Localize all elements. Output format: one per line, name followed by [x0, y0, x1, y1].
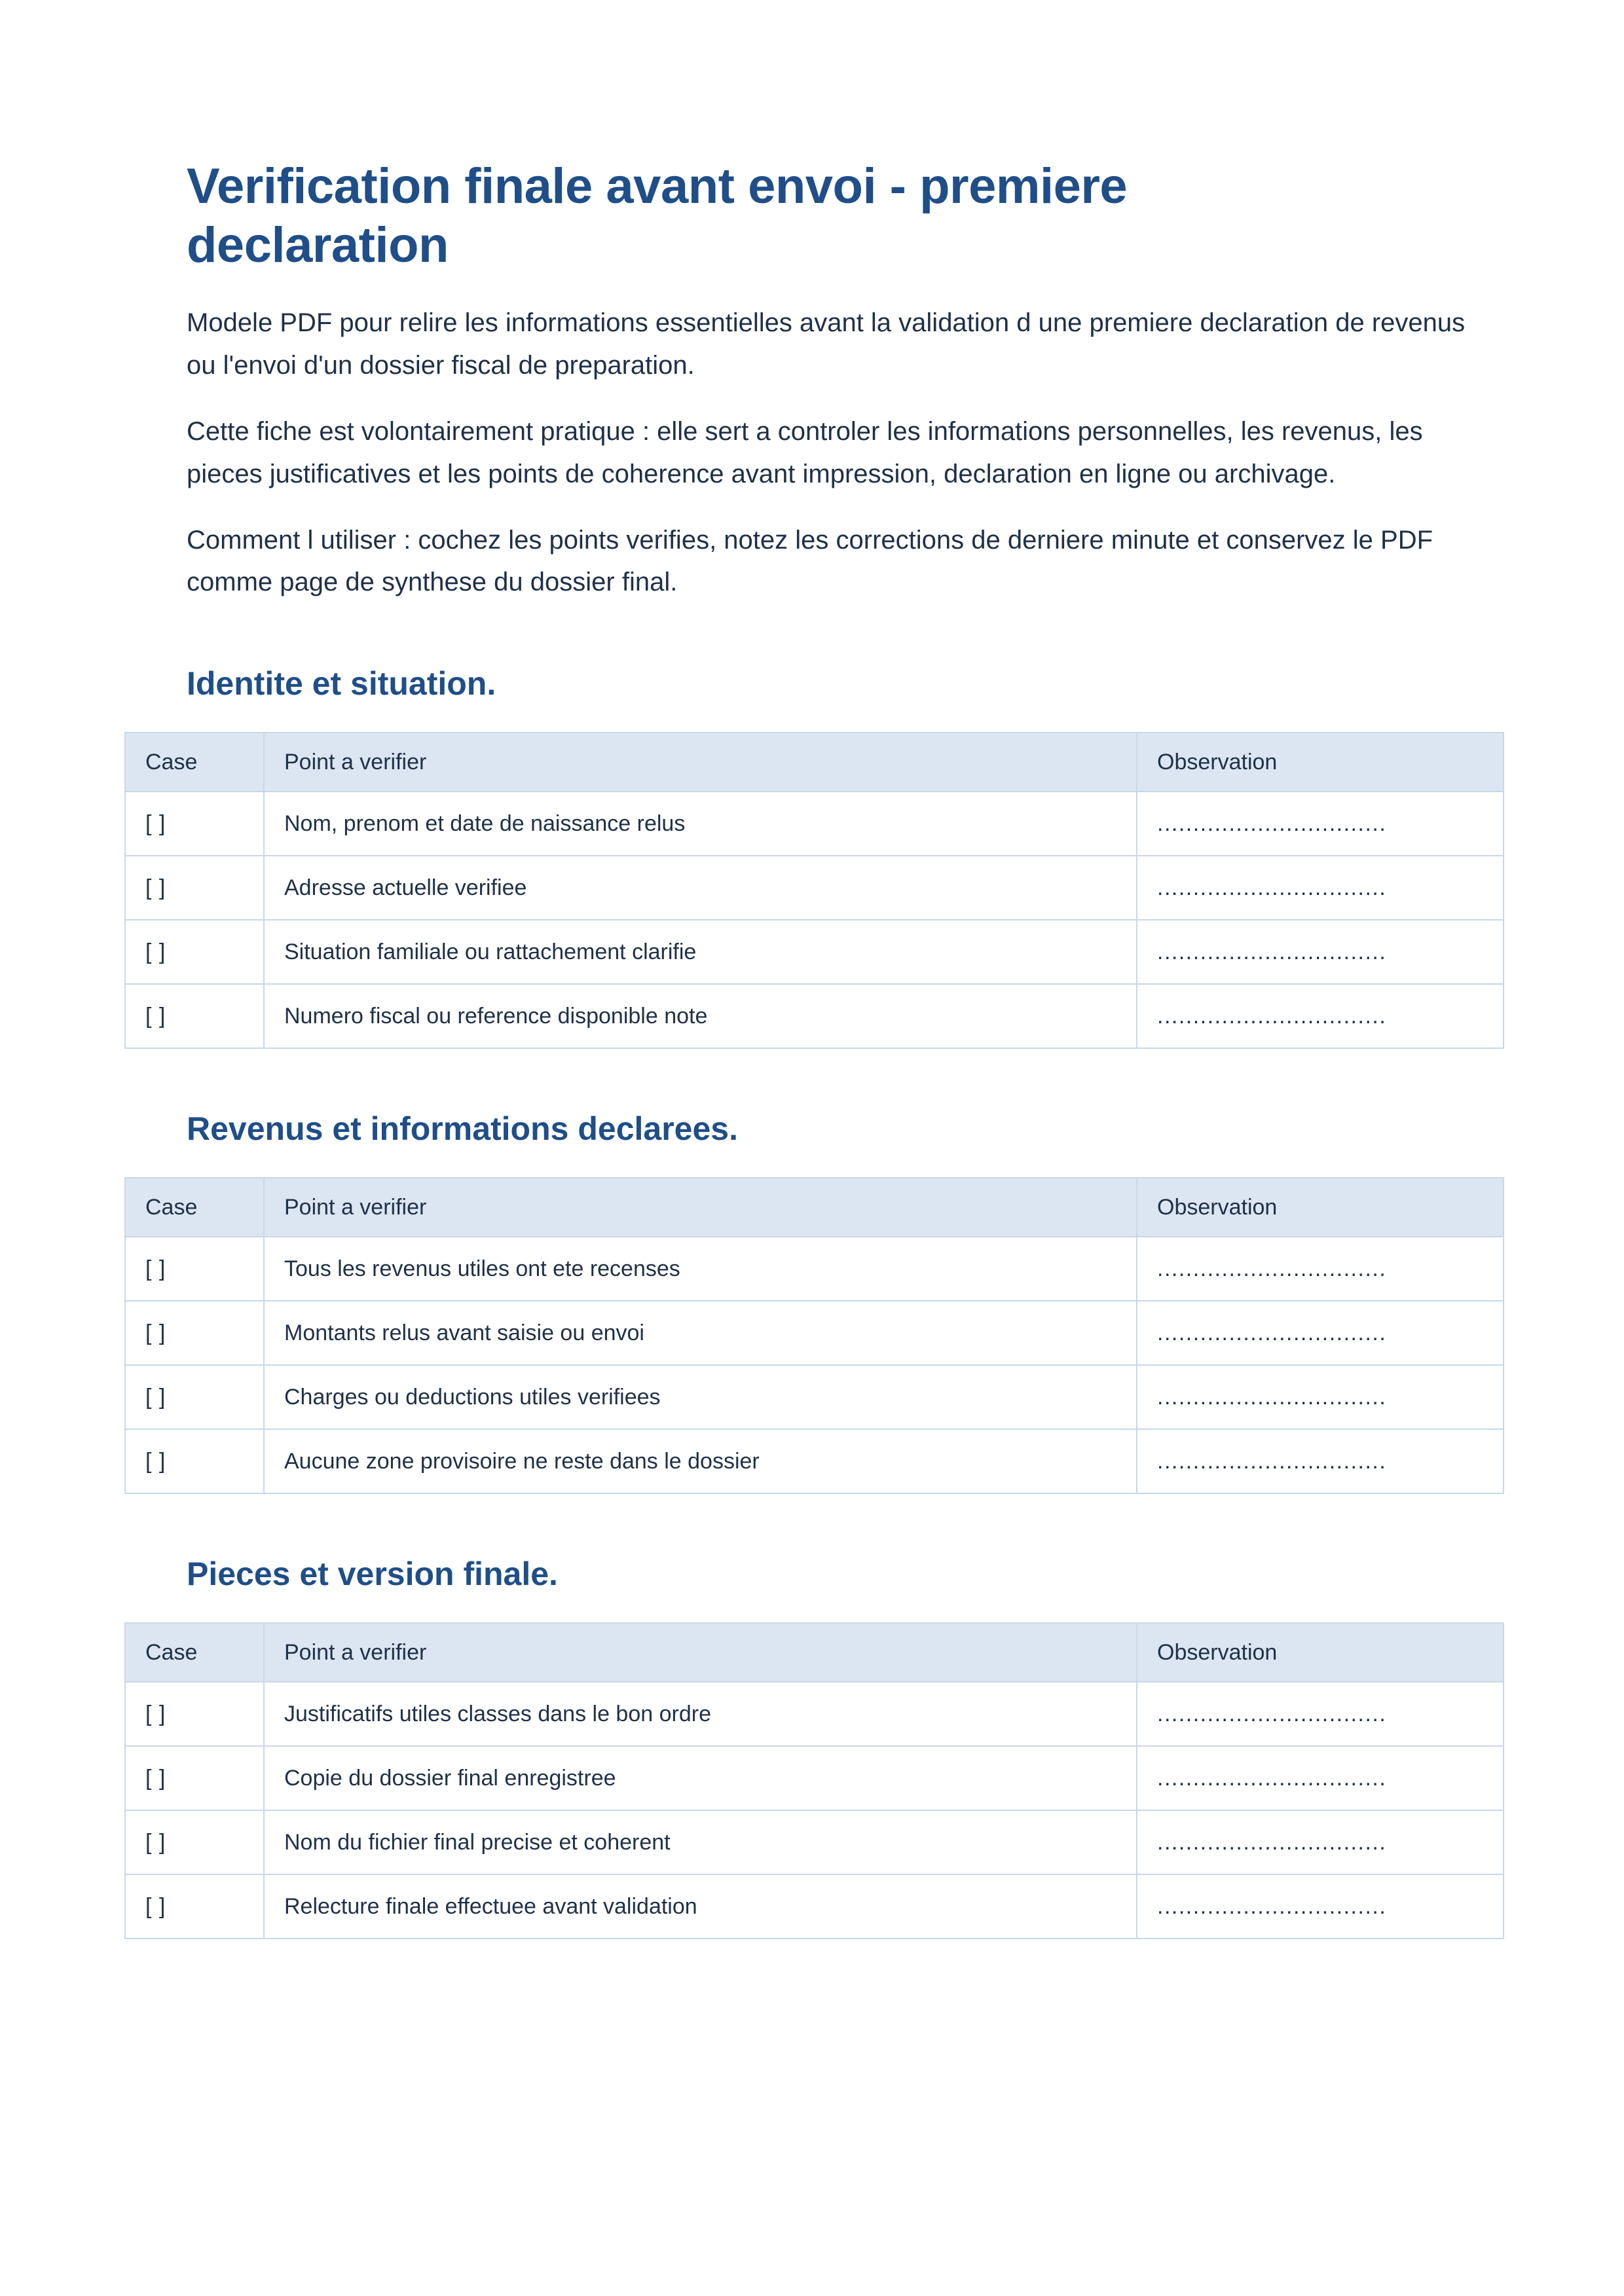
table-row	[125, 984, 1504, 1048]
checkbox-cell[interactable]: [ ]	[125, 920, 264, 984]
observation-cell[interactable]: ................................	[1137, 1682, 1504, 1746]
checkbox-cell[interactable]: [ ]	[125, 1746, 264, 1810]
checkbox-cell[interactable]: [ ]	[125, 1874, 264, 1939]
table-row	[125, 1810, 1504, 1874]
section-heading: Revenus et informations declarees.	[187, 1110, 738, 1148]
column-header-case: Case	[125, 1178, 264, 1237]
checkbox-cell[interactable]: [ ]	[125, 1301, 264, 1365]
table-header-row	[125, 1623, 1504, 1682]
observation-cell[interactable]: ................................	[1137, 1237, 1504, 1301]
column-header-observation: Observation	[1137, 1178, 1504, 1237]
column-header-case: Case	[125, 733, 264, 792]
table-header-row	[125, 1178, 1504, 1237]
point-cell: Justificatifs utiles classes dans le bon ordre	[264, 1682, 1137, 1746]
observation-cell[interactable]: ................................	[1137, 920, 1504, 984]
point-cell: Adresse actuelle verifiee	[264, 856, 1137, 920]
table-row	[125, 1429, 1504, 1493]
table-row	[125, 1874, 1504, 1939]
table-row	[125, 792, 1504, 856]
intro-block	[187, 302, 1500, 604]
checkbox-cell[interactable]: [ ]	[125, 1365, 264, 1429]
column-header-point: Point a verifier	[264, 1178, 1137, 1237]
observation-cell[interactable]: ................................	[1137, 1429, 1504, 1493]
column-header-point: Point a verifier	[264, 733, 1137, 792]
intro-paragraph-2: Cette fiche est volontairement pratique : elle sert a controler les informations personnelles, les revenus, les pieces justificatives et les points de coherence avant impression, declaration en ligne ou archivage.	[187, 416, 1423, 488]
checkbox-cell[interactable]: [ ]	[125, 984, 264, 1048]
point-cell: Aucune zone provisoire ne reste dans le dossier	[264, 1429, 1137, 1493]
column-header-point: Point a verifier	[264, 1623, 1137, 1682]
intro-paragraph-3: Comment l utiliser : cochez les points verifies, notez les corrections de derniere minute et conservez le PDF comme page de synthese du dossier final.	[187, 525, 1433, 597]
table-row	[125, 1301, 1504, 1365]
point-cell: Numero fiscal ou reference disponible note	[264, 984, 1137, 1048]
observation-cell[interactable]: ................................	[1137, 1365, 1504, 1429]
observation-cell[interactable]: ................................	[1137, 792, 1504, 856]
point-cell: Relecture finale effectuee avant validation	[264, 1874, 1137, 1939]
table-row	[125, 1237, 1504, 1301]
table-row	[125, 920, 1504, 984]
point-cell: Situation familiale ou rattachement clarifie	[264, 920, 1137, 984]
section-heading: Pieces et version finale.	[187, 1556, 558, 1593]
observation-cell[interactable]: ................................	[1137, 1301, 1504, 1365]
checkbox-cell[interactable]: [ ]	[125, 1429, 264, 1493]
point-cell: Charges ou deductions utiles verifiees	[264, 1365, 1137, 1429]
table-header-row	[125, 733, 1504, 792]
table-row	[125, 1682, 1504, 1746]
column-header-observation: Observation	[1137, 733, 1504, 792]
intro-paragraph-1: Modele PDF pour relire les informations essentielles avant la validation d une premiere declaration de revenus ou l'envoi d'un dossier fiscal de preparation.	[187, 308, 1466, 380]
page-title: Verification finale avant envoi - premiere declaration	[187, 158, 1128, 273]
point-cell: Montants relus avant saisie ou envoi	[264, 1301, 1137, 1365]
table-row	[125, 1365, 1504, 1429]
point-cell: Nom, prenom et date de naissance relus	[264, 792, 1137, 856]
section-revenus-et-informations-declarees	[145, 1109, 1500, 1494]
observation-cell[interactable]: ................................	[1137, 1874, 1504, 1939]
checkbox-cell[interactable]: [ ]	[125, 856, 264, 920]
column-header-observation: Observation	[1137, 1623, 1504, 1682]
section-heading: Identite et situation.	[187, 665, 496, 702]
section-identite-et-situation	[145, 664, 1500, 1049]
observation-cell[interactable]: ................................	[1137, 856, 1504, 920]
point-cell: Nom du fichier final precise et coherent	[264, 1810, 1137, 1874]
point-cell: Copie du dossier final enregistree	[264, 1746, 1137, 1810]
section-pieces-et-version-finale	[145, 1554, 1500, 1939]
checklist-table	[124, 1622, 1504, 1939]
observation-cell[interactable]: ................................	[1137, 1746, 1504, 1810]
checkbox-cell[interactable]: [ ]	[125, 1810, 264, 1874]
checkbox-cell[interactable]: [ ]	[125, 792, 264, 856]
checkbox-cell[interactable]: [ ]	[125, 1237, 264, 1301]
table-row	[125, 856, 1504, 920]
checklist-table	[124, 732, 1504, 1049]
point-cell: Tous les revenus utiles ont ete recenses	[264, 1237, 1137, 1301]
observation-cell[interactable]: ................................	[1137, 984, 1504, 1048]
checklist-table	[124, 1177, 1504, 1494]
column-header-case: Case	[125, 1623, 264, 1682]
observation-cell[interactable]: ................................	[1137, 1810, 1504, 1874]
checkbox-cell[interactable]: [ ]	[125, 1682, 264, 1746]
table-row	[125, 1746, 1504, 1810]
